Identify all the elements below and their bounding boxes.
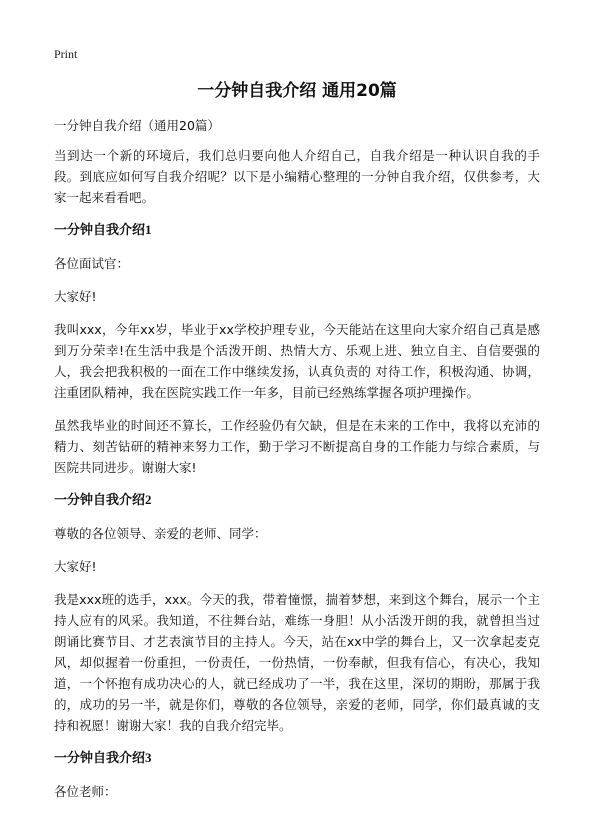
document-subtitle: 一分钟自我介绍（通用20篇） (54, 118, 220, 133)
body-paragraph: 虽然我毕业的时间还不算长，工作经验仍有欠缺，但是在未来的工作中，我将以充沛的精力、刻苦钻研的精神来努力工作，勤于学习不断提高自身的工作能力与综合素质，与医院共同进步。谢谢大家! (54, 418, 540, 475)
section-heading-text: 一分钟自我介绍 (54, 493, 146, 508)
section-heading-3 (54, 748, 540, 769)
section-heading-text: 一分钟自我介绍 (54, 751, 146, 766)
salutation-line: 大家好! (54, 559, 97, 574)
greeting-line: 各位面试官： (54, 256, 130, 271)
section-heading-1 (54, 220, 540, 241)
body-paragraph: 我是xxx班的选手，xxx。今天的我，带着憧憬，揣着梦想，来到这个舞台，展示一个主持人应有的风采。我知道，不往舞台站，难练一身胆！从小活泼开朗的我，就曾担当过朗诵比赛节目、才艺表演节目的主持人。今天，站在xx中学的舞台上，又一次拿起麦克风，却似握着一份重担，一份责任，一份热情，一份奉献，但我有信心，有决心，我知道，一个怀抱有成功决心的人，就已经成功了一半，我在这里，深切的期盼，那属于我的，成功的另一半，就是你们，尊敬的各位领导，亲爱的老师，同学，你们最真诚的支持和祝愿！谢谢大家！我的自我介绍完毕。 (54, 592, 540, 733)
section-heading-number: 3 (145, 750, 152, 765)
greeting-line: 各位老师： (54, 784, 117, 799)
print-link[interactable]: Print (54, 47, 78, 61)
page-title: 一分钟自我介绍 通用20篇 (197, 81, 397, 101)
section-heading-2 (54, 490, 540, 511)
section-heading-number: 2 (145, 492, 152, 507)
greeting-line: 尊敬的各位领导、亲爱的老师、同学： (54, 526, 267, 541)
section-heading-text: 一分钟自我介绍 (54, 223, 146, 238)
salutation-line: 大家好! (54, 289, 97, 304)
section-heading-number: 1 (145, 222, 152, 237)
intro-paragraph: 当到达一个新的环境后，我们总归要向他人介绍自己，自我介绍是一种认识自我的手段。到底应如何写自我介绍呢？以下是小编精心整理的一分钟自我介绍，仅供参考，大家一起来看看吧。 (54, 148, 540, 205)
body-paragraph: 我叫xxx，今年xx岁，毕业于xx学校护理专业，今天能站在这里向大家介绍自己真是感到万分荣幸!在生活中我是个活泼开朗、热情大方、乐观上进、独立自主、自信要强的人，我会把我积极的一面在工作中继续发扬，认真负责的 对待工作，积极沟通、协调，注重团队精神，我在医院实践工作一年多，目前已经熟练掌握各项护理操作。 (54, 322, 540, 400)
